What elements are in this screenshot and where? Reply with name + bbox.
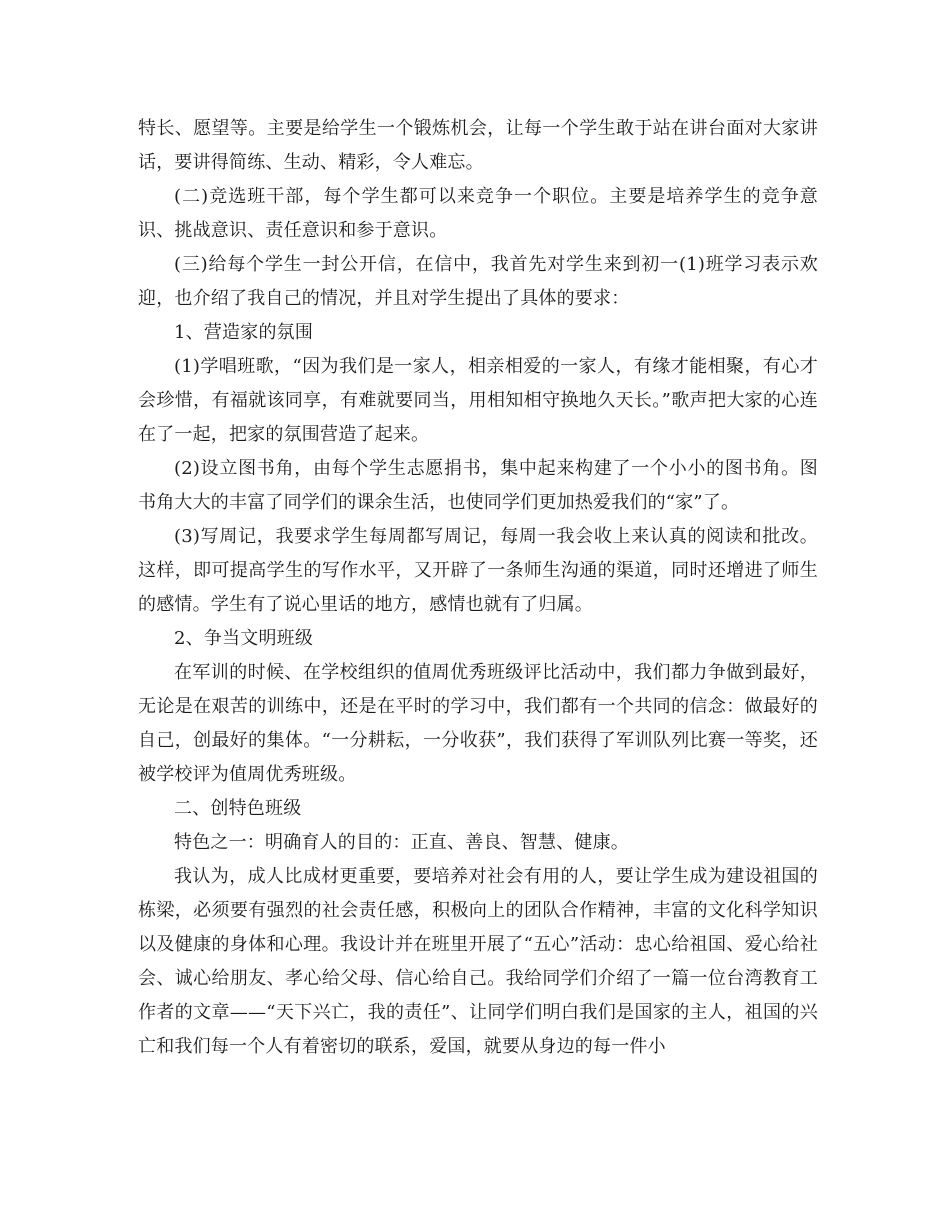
paragraph: 特长、愿望等。主要是给学生一个锻炼机会，让每一个学生敢于站在讲台面对大家讲话，要讲得简练、生动、精彩，令人难忘。 xyxy=(138,118,818,173)
section-heading: 2、争当文明班级 xyxy=(174,628,314,649)
paragraph: (二)竞选班干部，每个学生都可以来竞争一个职位。主要是培养学生的竞争意识、挑战意识、责任意识和参于意识。 xyxy=(138,186,818,241)
paragraph: 我认为，成人比成材更重要，要培养对社会有用的人，要让学生成为建设祖国的栋梁，必须要有强烈的社会责任感，积极向上的团队合作精神，丰富的文化科学知识以及健康的身体和心理。我设计并在班里开展了“五心”活动：忠心给祖国、爱心给社会、诚心给朋友、孝心给父母、信心给自己。我给同学们介绍了一篇一位台湾教育工作者的文章——“天下兴亡，我的责任”、让同学们明白我们是国家的主人，祖国的兴亡和我们每一个人有着密切的联系，爱国，就要从身边的每一件小 xyxy=(138,866,818,1057)
paragraph: (2)设立图书角，由每个学生志愿捐书，集中起来构建了一个小小的图书角。图书角大大的丰富了同学们的课余生活，也使同学们更加热爱我们的“家”了。 xyxy=(138,458,818,513)
paragraph: 在军训的时候、在学校组织的值周优秀班级评比活动中，我们都力争做到最好，无论是在艰苦的训练中，还是在平时的学习中，我们都有一个共同的信念：做最好的自己，创最好的集体。“一分耕耘，一分收获”，我们获得了军训队列比赛一等奖，还被学校评为值周优秀班级。 xyxy=(138,662,818,785)
section-heading: 1、营造家的氛围 xyxy=(174,322,314,343)
paragraph: 特色之一：明确育人的目的：正直、善良、智慧、健康。 xyxy=(174,832,629,853)
paragraph: (三)给每个学生一封公开信，在信中，我首先对学生来到初一(1)班学习表示欢迎，也介绍了我自己的情况，并且对学生提出了具体的要求： xyxy=(138,254,818,309)
section-heading: 二、创特色班级 xyxy=(174,798,302,819)
document-page xyxy=(138,112,818,1064)
paragraph: (3)写周记，我要求学生每周都写周记，每周一我会收上来认真的阅读和批改。这样，即可提高学生的写作水平，又开辟了一条师生沟通的渠道，同时还增进了师生的感情。学生有了说心里话的地方，感情也就有了归属。 xyxy=(138,526,818,615)
paragraph: (1)学唱班歌，“因为我们是一家人，相亲相爱的一家人，有缘才能相聚，有心才会珍惜，有福就该同享，有难就要同当，用相知相守换地久天长。”歌声把大家的心连在了一起，把家的氛围营造了起来。 xyxy=(138,356,818,445)
